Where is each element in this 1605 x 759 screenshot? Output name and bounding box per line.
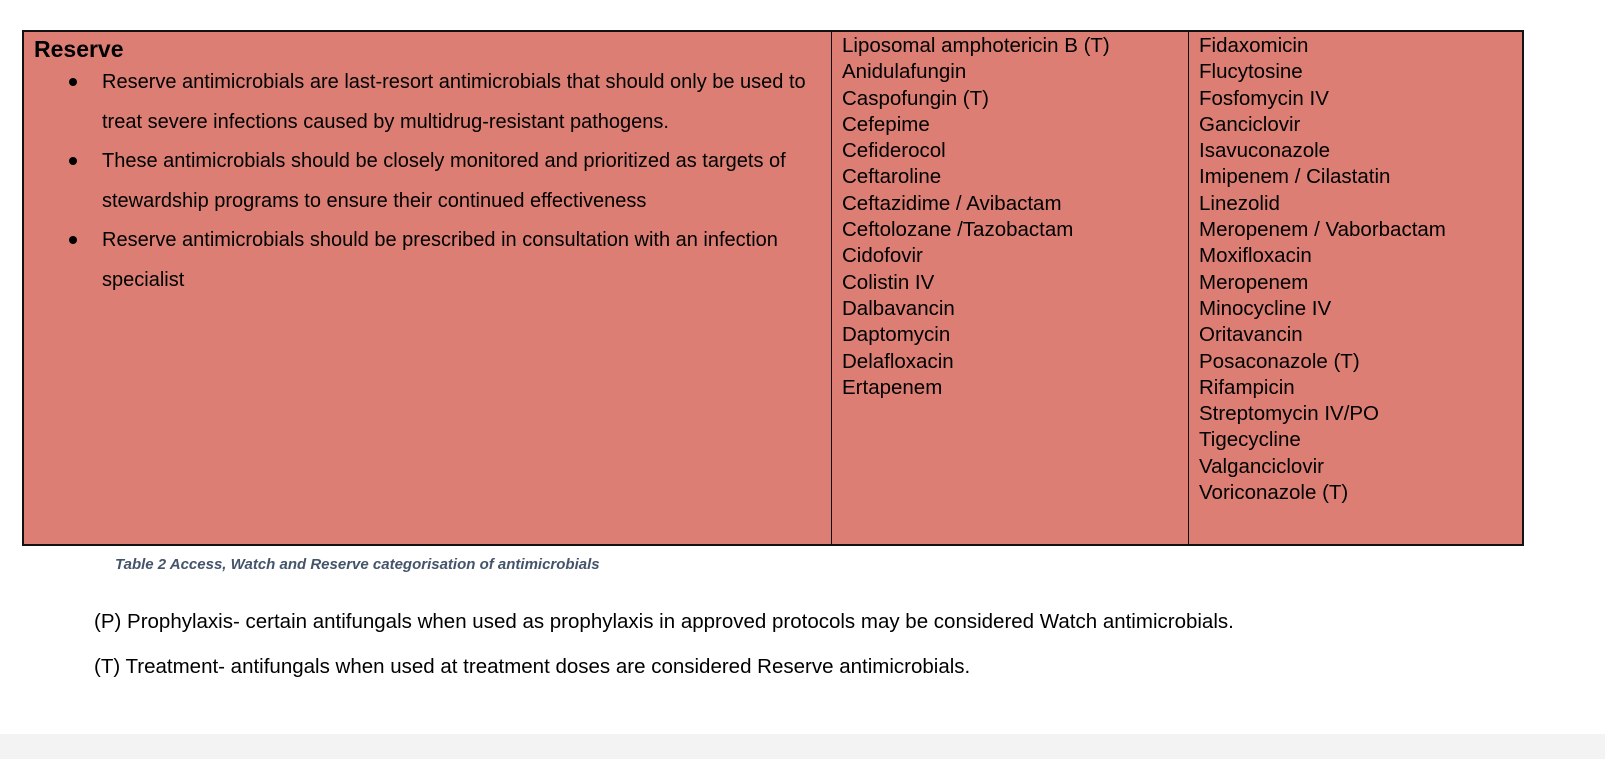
bullet-icon [69, 236, 77, 244]
drug-item: Posaconazole (T) [1199, 349, 1360, 373]
bullet-text: Reserve antimicrobials should be prescribed in consultation with an infection specialist [102, 229, 778, 291]
drug-item: Cefiderocol [842, 139, 946, 163]
drug-list [842, 33, 1188, 401]
drug-item: Rifampicin [1199, 375, 1295, 399]
drug-item: Anidulafungin [842, 60, 967, 84]
drug-item: Delafloxacin [842, 349, 954, 373]
drug-item: Streptomycin IV/PO [1199, 402, 1380, 426]
reserve-heading: Reserve [34, 36, 124, 62]
reserve-bullet-list [34, 63, 831, 300]
drug-item: Ganciclovir [1199, 112, 1301, 136]
drug-item: Imipenem / Cilastatin [1199, 165, 1391, 189]
drug-item: Linezolid [1199, 191, 1280, 215]
antimicrobial-list-column-2 [1189, 32, 1522, 544]
drug-item: Ceftaroline [842, 165, 942, 189]
bullet-text: These antimicrobials should be closely monitored and prioritized as targets of stewardship programs to ensure their continued effectiveness [102, 150, 786, 212]
drug-item: Isavuconazole [1199, 139, 1331, 163]
bullet-icon [69, 78, 77, 86]
drug-item: Fosfomycin IV [1199, 86, 1329, 110]
drug-item: Cefepime [842, 112, 930, 136]
drug-item: Tigecycline [1199, 428, 1301, 452]
drug-item: Minocycline IV [1199, 296, 1332, 320]
drug-item: Ceftazidime / Avibactam [842, 191, 1062, 215]
drug-item: Meropenem / Vaborbactam [1199, 218, 1446, 242]
drug-item: Oritavancin [1199, 323, 1303, 347]
bullet-item [34, 142, 831, 221]
drug-item: Colistin IV [842, 270, 935, 294]
page-bottom-band [0, 734, 1605, 759]
drug-item: Fidaxomicin [1199, 34, 1309, 57]
drug-item: Caspofungin (T) [842, 86, 989, 110]
drug-item: Valganciclovir [1199, 454, 1324, 478]
bullet-item [34, 63, 831, 142]
antimicrobial-list-column-1 [832, 32, 1189, 544]
drug-item: Cidofovir [842, 244, 923, 268]
drug-item: Moxifloxacin [1199, 244, 1312, 268]
drug-list [1199, 33, 1522, 506]
drug-item: Meropenem [1199, 270, 1309, 294]
bullet-item [34, 221, 831, 300]
drug-item: Ertapenem [842, 375, 943, 399]
bullet-text: Reserve antimicrobials are last-resort antimicrobials that should only be used to treat severe infections caused by multidrug-resistant pathogens. [102, 71, 806, 133]
prophylaxis-note: (P) Prophylaxis- certain antifungals when used as prophylaxis in approved protocols may be considered Watch antimicrobials. [94, 610, 1234, 633]
drug-item: Daptomycin [842, 323, 951, 347]
reserve-category-table [22, 30, 1524, 546]
drug-item: Flucytosine [1199, 60, 1303, 84]
bullet-icon [69, 157, 77, 165]
drug-item: Liposomal amphotericin B (T) [842, 34, 1110, 57]
table-caption: Table 2 Access, Watch and Reserve categorisation of antimicrobials [115, 556, 600, 573]
treatment-note: (T) Treatment- antifungals when used at treatment doses are considered Reserve antimicrobials. [94, 655, 971, 678]
drug-item: Voriconazole (T) [1199, 481, 1349, 505]
reserve-description-cell [24, 32, 832, 544]
drug-item: Ceftolozane /Tazobactam [842, 218, 1074, 242]
drug-item: Dalbavancin [842, 296, 955, 320]
